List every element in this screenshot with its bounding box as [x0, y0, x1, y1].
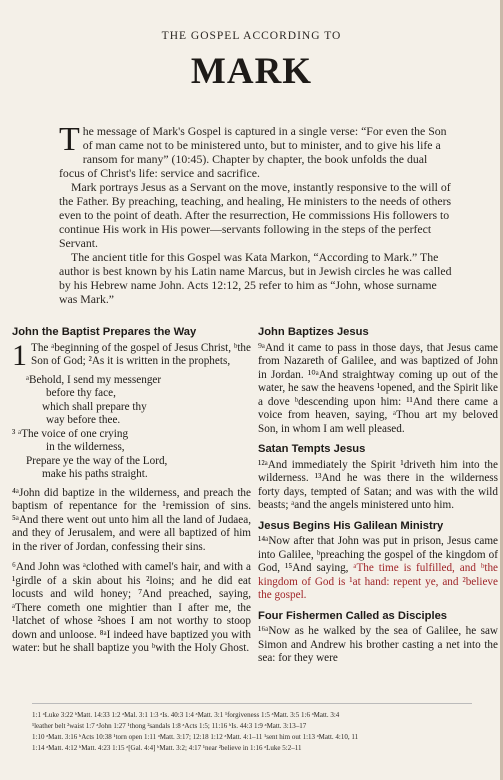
- section-heading: John Baptizes Jesus: [258, 326, 369, 338]
- section-heading: John the Baptist Prepares the Way: [12, 326, 197, 338]
- poem-line: before thy face,: [46, 387, 116, 399]
- poem-line: ³ ᵃThe voice of one crying: [12, 427, 129, 440]
- verses-6-8: ⁶And John was ᵃclothed with camel's hair, and with a ¹girdle of a skin about his ²loins; and he did eat locusts and wild honey; ⁷And preached, saying, ᵃThere cometh one mightier than I after me, the ¹latchet of whose ²shoes I am not worthy to stoop down and unloose. ⁸ᵃI indeed have baptized you with water: but he shall baptize you ᵇwith the Holy Ghost.: [12, 561, 251, 654]
- book-title: MARK: [190, 51, 313, 92]
- footnote-line: 1:10 ᵃMatt. 3:16 ᵇActs 10:38 ¹torn open 1:11 ᵃMatt. 3:17; 12:18 1:12 ᵃMatt. 4:1–11 ¹sent him out 1:13 ᵃMatt. 4:10, 11: [32, 733, 359, 741]
- intro-paragraph-3: The ancient title for this Gospel was Kata Markon, “According to Mark.” The author is best known by his Latin name Marcus, but in Jewish circles he was called by his Hebrew name John. Acts 12:12, 25 refer to him as “John, whose surname was Mark.”: [59, 250, 452, 306]
- verses-12-13: ¹²ᵃAnd immediately the Spirit ¹driveth him into the wilderness. ¹³And he was there in the wilderness forty days, tempted of Satan; and was with the wild beasts; ᵃand the angels ministered unto him.: [258, 458, 498, 511]
- verses-4-5: ⁴ᵃJohn did baptize in the wilderness, and preach the baptism of repentance for the ¹remission of sins. ⁵ᵃAnd there went out unto him all the land of Judaea, and they of Jerusalem, and were all baptized of him in the river of Jordan, confessing their sins.: [12, 486, 251, 553]
- poem-line: which shall prepare thy: [42, 400, 147, 413]
- right-column: [258, 326, 498, 666]
- verses-14-15: ¹⁴ᵃNow after that John was put in prison, Jesus came into Galilee, ᵇpreaching the gospel of the kingdom of God, ¹⁵And saying, ᵃThe time is fulfilled, and ᵇthe kingdom of God is ¹at hand: repent ye, and ²believe the gospel.: [258, 535, 498, 601]
- footnotes: [32, 710, 472, 754]
- quotation-poetry: [12, 374, 251, 482]
- footnote-line: 1:14 ᵃMatt. 4:12 ᵇMatt. 4:23 1:15 ᵃ[Gal. 4:4] ᵇMatt. 3:2; 4:17 ¹near ²believe in 1:16 ᵃLuke 5:2–11: [32, 744, 302, 752]
- book-introduction: [59, 121, 455, 306]
- poem-line: in the wilderness,: [46, 441, 125, 453]
- poem-line: Prepare ye the way of the Lord,: [26, 454, 168, 467]
- left-column: [12, 326, 251, 656]
- poem-line: make his paths straight.: [42, 468, 148, 480]
- footnote-line: 1:1 ᵃLuke 3:22 ᵇMatt. 14:33 1:2 ᵃMal. 3:1 1:3 ᵃIs. 40:3 1:4 ᵃMatt. 3:1 ¹forgiveness 1:5 ᵃMatt. 3:5 1:6 ᵃMatt. 3:4: [32, 711, 340, 719]
- section-heading: Four Fishermen Called as Disciples: [258, 609, 448, 622]
- verses-9-11: ⁹ᵃAnd it came to pass in those days, that Jesus came from Nazareth of Galilee, and was baptized of John in Jordan. ¹⁰ᵃAnd straightway coming up out of the water, he saw the heavens ¹opened, and the Spirit like a dove ᵇdescending upon him: ¹¹And there came a voice from heaven, saying, ᵃThou art my beloved Son, in whom I am well pleased.: [258, 341, 498, 435]
- words-of-christ: ᵃThe time is fulfilled, and ᵇthe kingdom of God is ¹at hand: repent ye, and ²believe the gospel.: [258, 562, 498, 601]
- poem-line: way before thee.: [46, 414, 121, 426]
- book-supertitle: THE GOSPEL ACCORDING TO: [161, 30, 342, 42]
- intro-paragraph-2: Mark portrays Jesus as a Servant on the move, instantly responsive to the will of the Father. By preaching, teaching, and healing, He ministers to the needs of others even to the point of death. After the resurrection, He commissions His followers to continue His work in His power—servants following in the steps of the perfect Servant.: [59, 180, 452, 250]
- chapter-number: 1: [12, 338, 27, 372]
- verse-1: 1 The ᵃbeginning of the gospel of Jesus Christ, ᵇthe Son of God; ²As it is written in the prophets,: [12, 338, 251, 372]
- footnote-divider: [32, 703, 472, 704]
- section-heading: Satan Tempts Jesus: [258, 443, 366, 455]
- intro-dropcap: T: [59, 121, 80, 158]
- intro-paragraph-1: The message of Mark's Gospel is captured in a single verse: “For even the Son of man came not to be ministered unto, but to minister, and to give his life a ransom for many” (10:45). Chapter by chapter, the book unfolds the dual focus of Christ's life: service and sacrifice.: [59, 121, 447, 180]
- poem-line: ᵃBehold, I send my messenger: [26, 373, 162, 386]
- section-heading: Jesus Begins His Galilean Ministry: [258, 519, 444, 532]
- footnote-line: ¹leather belt ²waist 1:7 ᵃJohn 1:27 ¹thong ²sandals 1:8 ᵃActs 1:5; 11:16 ᵇIs. 44:3 1:9 ᵃMatt. 3:13–17: [32, 722, 307, 730]
- verse-16: ¹⁶ᵃNow as he walked by the sea of Galilee, he saw Simon and Andrew his brother casting a net into the sea: for they were: [258, 625, 498, 664]
